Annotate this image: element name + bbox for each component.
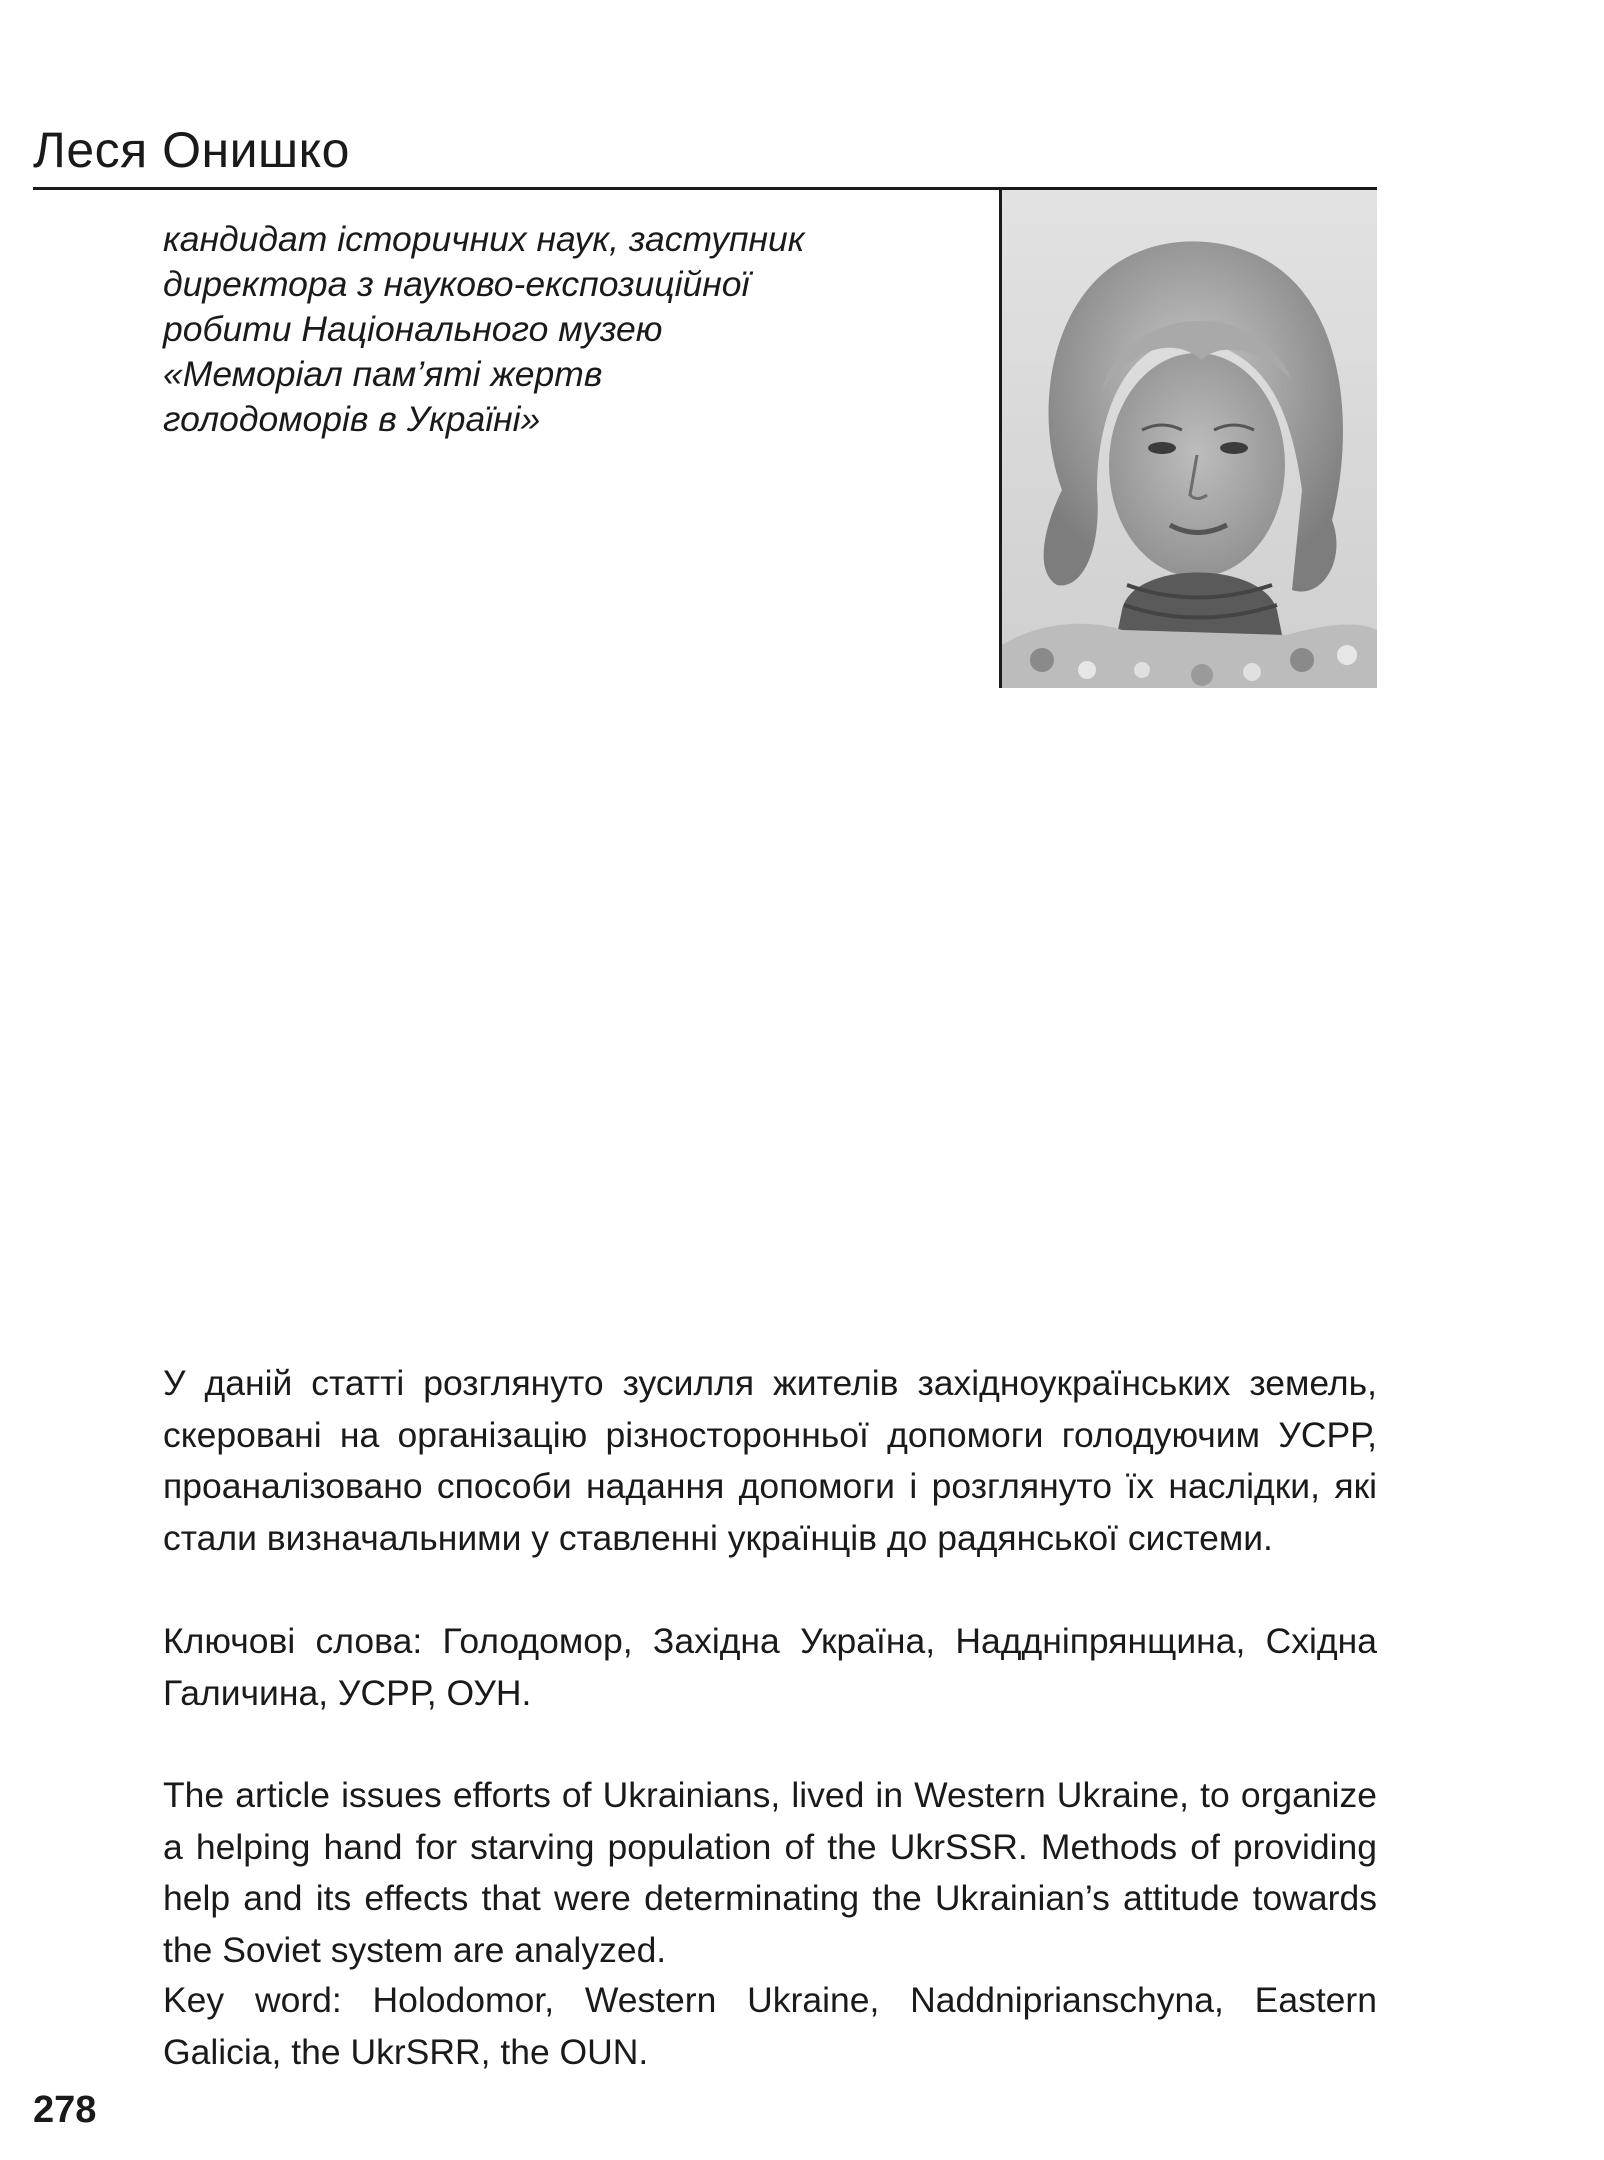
page-number: 278	[33, 2089, 97, 2131]
portrait-image	[1002, 190, 1377, 688]
abstract-ukrainian: У даній статті розглянуто зусилля жителів західноукраїнських земель, скеровані на організацію різносторонньої допомоги голодуючим УСРР, проаналізовано способи надання допомоги і розглянуто їх наслідки, які стали визначальними у ставленні українців до радянської системи.	[163, 1363, 1377, 1558]
abstract-english: The article issues efforts of Ukrainians, lived in Western Ukraine, to organize a helping hand for starving population of the UkrSSR. Methods of providing help and its effects that were determinating the Ukrainian’s attitude towards the Soviet system are analyzed.	[163, 1775, 1377, 1970]
affiliation-line: «Меморіал пам’яті жертв	[163, 354, 603, 394]
keywords-ukrainian: Ключові слова: Голодомор, Західна Україна, Наддніпрянщина, Східна Галичина, УСРР, ОУН.	[163, 1621, 1377, 1713]
author-photo	[999, 190, 1377, 688]
keywords-english: Key word: Holodomor, Western Ukraine, Naddnipriansсhyna, Eastern Galicia, the UkrSRR, the OUN.	[163, 1980, 1377, 2072]
author-affiliation	[163, 217, 963, 442]
affiliation-line: голодоморів в Україні»	[163, 399, 541, 439]
affiliation-line: директора з науково-експозиційної	[163, 264, 750, 304]
author-name: Леся Онишко	[33, 122, 350, 178]
affiliation-line: робити Національного музею	[163, 309, 663, 349]
affiliation-line: кандидат історичних наук, заступник	[163, 219, 805, 259]
